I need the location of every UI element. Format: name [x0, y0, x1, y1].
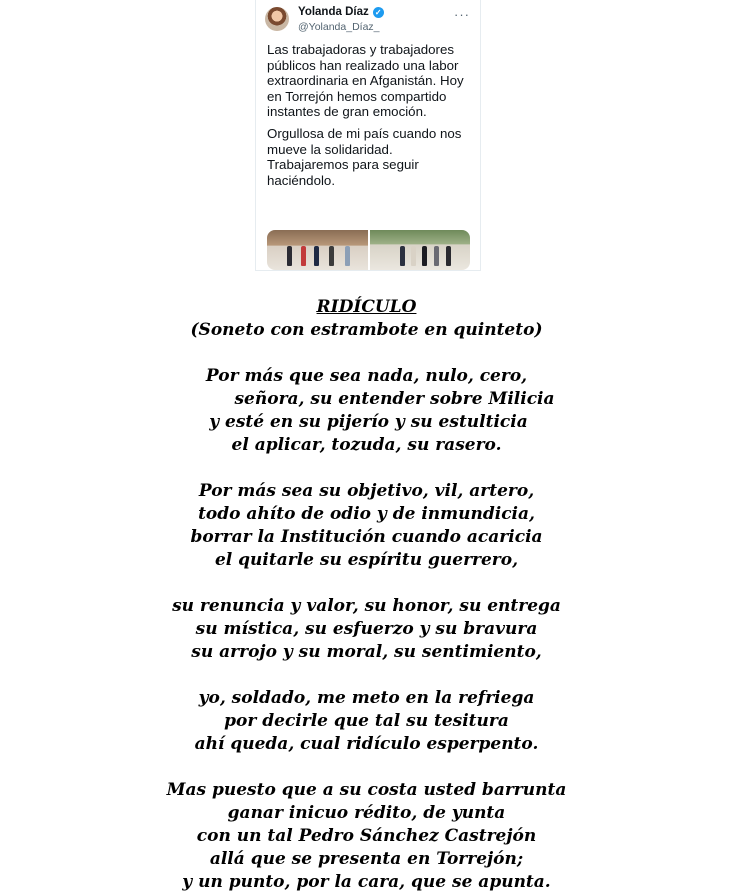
- verse-line: ahí queda, cual ridículo esperpento.: [194, 734, 539, 754]
- verse-line: ganar inicuo rédito, de yunta: [227, 803, 506, 823]
- author-handle[interactable]: @Yolanda_Díaz_: [298, 21, 380, 33]
- tweet-header: [265, 4, 474, 34]
- author-display-name[interactable]: Yolanda Díaz: [298, 6, 369, 18]
- verse-line: yo, soldado, me meto en la refriega: [198, 688, 535, 708]
- photo-figure: [314, 246, 319, 266]
- tweet-paragraph: Orgullosa de mi país cuando nos mueve la solidaridad. Trabajaremos para seguir haciéndolo.: [267, 125, 462, 188]
- verse-line: borrar la Institución cuando acaricia: [190, 527, 543, 547]
- embedded-tweet: [255, 0, 481, 271]
- tweet-media[interactable]: [267, 230, 470, 270]
- photo-figure: [301, 246, 306, 266]
- verse-line: con un tal Pedro Sánchez Castrejón: [196, 826, 537, 846]
- verse-line: el aplicar, tozuda, su rasero.: [231, 435, 502, 455]
- verse-line: allá que se presenta en Torrejón;: [209, 849, 524, 869]
- verse-line: Por más sea su objetivo, vil, artero,: [198, 481, 535, 501]
- verse-line: su arrojo y su moral, su sentimiento,: [191, 642, 542, 662]
- verse-line: y un punto, por la cara, que se apunta.: [182, 872, 551, 892]
- tweet-photo[interactable]: [370, 230, 471, 270]
- photo-figure: [329, 246, 334, 266]
- verse-line: Por más que sea nada, nulo, cero,: [205, 366, 528, 386]
- more-options-icon[interactable]: ···: [454, 7, 470, 22]
- photo-figure: [411, 246, 416, 266]
- photo-figure: [434, 246, 439, 266]
- photo-figure: [446, 246, 451, 266]
- verse-line: Mas puesto que a su costa usted barrunta: [166, 780, 567, 800]
- verse-line: por decirle que tal su tesitura: [224, 711, 509, 731]
- avatar[interactable]: [265, 7, 289, 31]
- verse-line: todo ahíto de odio y de inmundicia,: [198, 504, 535, 524]
- verse-line: señora, su entender sobre Milicia: [234, 389, 555, 409]
- verse-line: y esté en su pijerío y su estulticia: [209, 412, 528, 432]
- photo-figure: [400, 246, 405, 266]
- author-name-row: [298, 6, 384, 18]
- photo-figure: [422, 246, 427, 266]
- tweet-paragraph: Las trabajadoras y trabajadores públicos han realizado una labor extraordinaria en Afganistán. Hoy en Torrejón hemos compartido instantes de gran emoción.: [267, 42, 464, 120]
- tweet-text: [267, 42, 472, 194]
- poem-title: RIDÍCULO: [316, 297, 417, 317]
- poem: [0, 296, 733, 894]
- poem-subtitle: (Soneto con estrambote en quinteto): [190, 320, 543, 340]
- verse-line: su renuncia y valor, su honor, su entrega: [172, 596, 561, 616]
- verified-badge-icon: ✓: [373, 7, 384, 18]
- verse-line: su mística, su esfuerzo y su bravura: [195, 619, 538, 639]
- photo-figure: [287, 246, 292, 266]
- tweet-photo[interactable]: [267, 230, 368, 270]
- verse-line: el quitarle su espíritu guerrero,: [214, 550, 519, 570]
- photo-figure: [345, 246, 350, 266]
